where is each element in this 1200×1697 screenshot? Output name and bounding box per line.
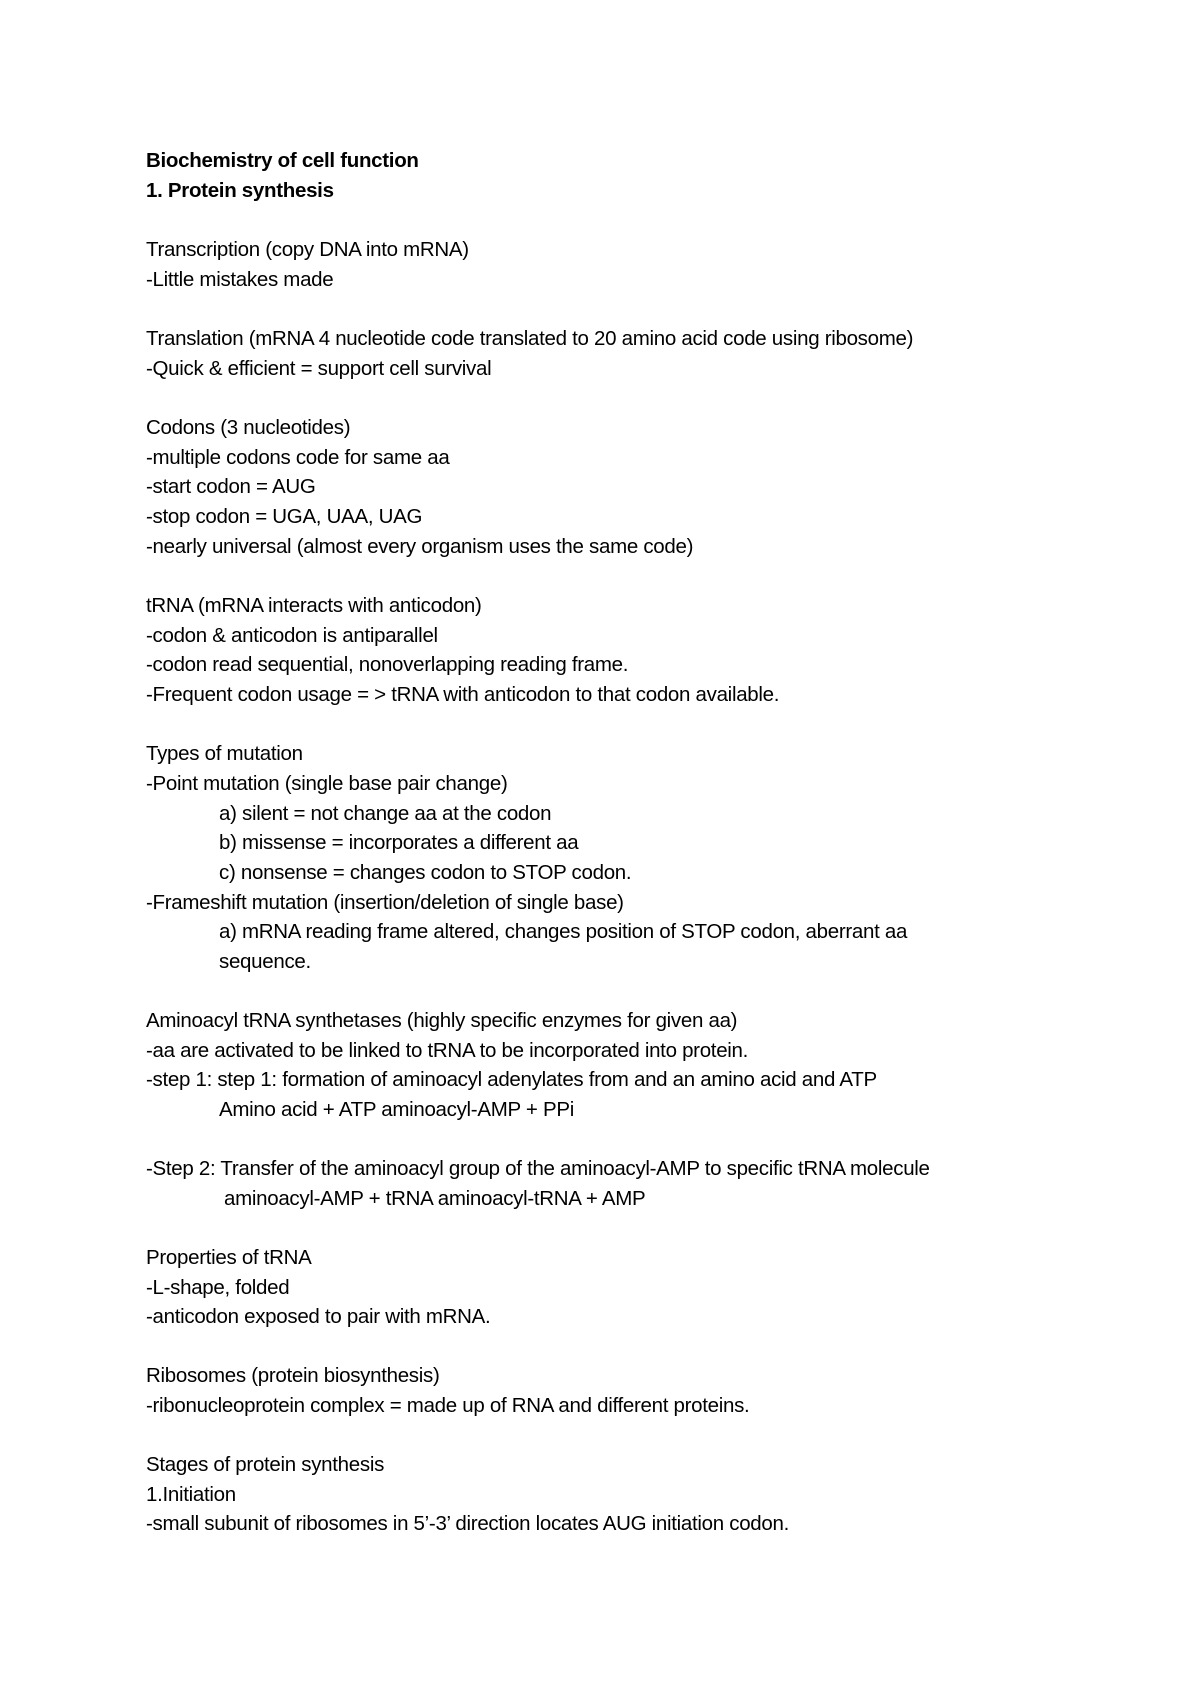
synthetases-line: -Step 2: Transfer of the aminoacyl group of the aminoacyl-AMP to specific tRNA molecule: [146, 1157, 930, 1180]
translation-heading: Translation (mRNA 4 nucleotide code translated to 20 amino acid code using ribosome): [146, 327, 914, 350]
mutation-subitem: b) missense = incorporates a different aa: [219, 831, 579, 854]
mutation-subitem: a) mRNA reading frame altered, changes position of STOP codon, aberrant aa: [219, 920, 908, 943]
transcription-line: -Little mistakes made: [146, 268, 334, 291]
section-title: 1. Protein synthesis: [146, 179, 334, 202]
synthetases-heading: Aminoacyl tRNA synthetases (highly specific enzymes for given aa): [146, 1009, 738, 1032]
mutation-heading: Types of mutation: [146, 742, 303, 765]
trna-line: -codon & anticodon is antiparallel: [146, 624, 438, 647]
mutation-subitem: a) silent = not change aa at the codon: [219, 802, 552, 825]
codons-line: -nearly universal (almost every organism uses the same code): [146, 535, 694, 558]
reaction-equation: aminoacyl-AMP + tRNA aminoacyl-tRNA + AMP: [224, 1187, 646, 1210]
codons-heading: Codons (3 nucleotides): [146, 416, 351, 439]
stages-line: -small subunit of ribosomes in 5’-3’ direction locates AUG initiation codon.: [146, 1512, 790, 1535]
stages-heading: Stages of protein synthesis: [146, 1453, 385, 1476]
reaction-equation: Amino acid + ATP aminoacyl-AMP + PPi: [219, 1098, 574, 1121]
mutation-subitem: sequence.: [219, 950, 311, 973]
document-title: Biochemistry of cell function: [146, 149, 419, 172]
properties-heading: Properties of tRNA: [146, 1246, 312, 1269]
mutation-line: -Frameshift mutation (insertion/deletion of single base): [146, 891, 624, 914]
trna-line: -Frequent codon usage = > tRNA with anticodon to that codon available.: [146, 683, 780, 706]
synthetases-line: -step 1: step 1: formation of aminoacyl adenylates from and an amino acid and ATP: [146, 1068, 877, 1091]
properties-line: -anticodon exposed to pair with mRNA.: [146, 1305, 491, 1328]
ribosomes-heading: Ribosomes (protein biosynthesis): [146, 1364, 440, 1387]
trna-heading: tRNA (mRNA interacts with anticodon): [146, 594, 482, 617]
codons-line: -start codon = AUG: [146, 475, 316, 498]
synthetases-line: -aa are activated to be linked to tRNA to be incorporated into protein.: [146, 1039, 749, 1062]
codons-line: -multiple codons code for same aa: [146, 446, 450, 469]
mutation-subitem: c) nonsense = changes codon to STOP codon.: [219, 861, 632, 884]
stages-line: 1.Initiation: [146, 1483, 236, 1506]
trna-line: -codon read sequential, nonoverlapping reading frame.: [146, 653, 629, 676]
translation-line: -Quick & efficient = support cell survival: [146, 357, 492, 380]
transcription-heading: Transcription (copy DNA into mRNA): [146, 238, 469, 261]
codons-line: -stop codon = UGA, UAA, UAG: [146, 505, 423, 528]
ribosomes-line: -ribonucleoprotein complex = made up of RNA and different proteins.: [146, 1394, 750, 1417]
mutation-line: -Point mutation (single base pair change): [146, 772, 508, 795]
properties-line: -L-shape, folded: [146, 1276, 290, 1299]
